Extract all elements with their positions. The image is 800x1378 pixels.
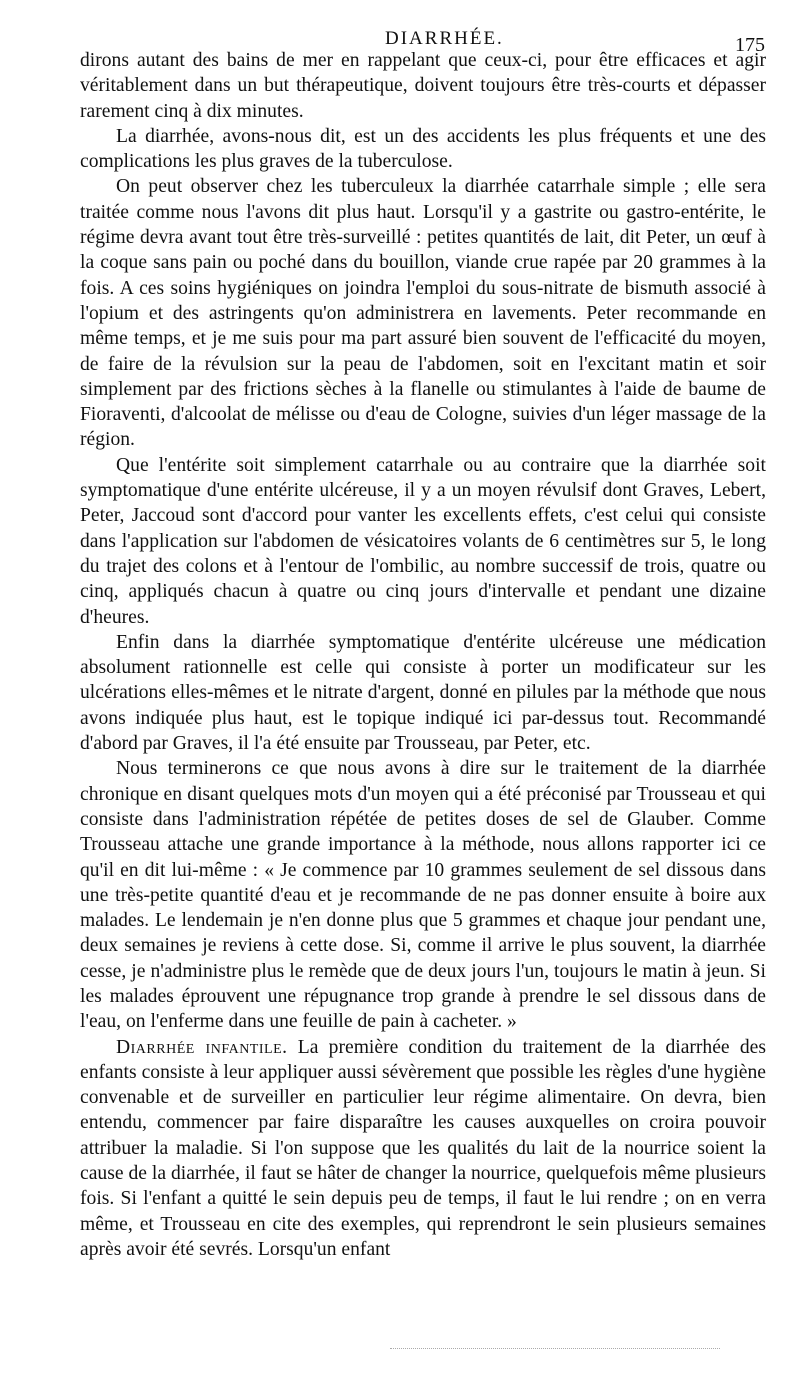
page-number: 175 [735, 34, 765, 56]
section-lead: Diarrhée infantile. [116, 1036, 288, 1058]
paragraph: Que l'entérite soit simplement catarrhale ou au contraire que la diarrhée soit symptomatique d'une entérite ulcéreuse, il y a un moyen révulsif dont Graves, Lebert, Peter, Jaccoud sont d'accord pour vanter les excellents effets, c'est celui qui consiste dans l'application sur l'abdomen de vésicatoires volants de 6 centimètres sur 5, le long du trajet des colons et à l'entour de l'ombilic, au nombre successif de trois, quatre ou cinq, appliqués chacun à quatre ou cinq jours d'intervalle et pendant une dizaine d'heures. [80, 454, 766, 628]
paragraph: La diarrhée, avons-nous dit, est un des accidents les plus fréquents et une des complications les plus graves de la tuberculose. [80, 125, 766, 173]
footer-rule [390, 1348, 720, 1349]
paragraph: Enfin dans la diarrhée symptomatique d'entérite ulcéreuse une médication absolument rationnelle est celle qui consiste à porter un modificateur sur les ulcérations elles-mêmes et le nitrate d'argent, donné en pilules par la méthode que nous avons indiquée plus haut, est le topique indiqué ici par-dessus tout. Recommandé d'abord par Graves, il l'a été ensuite par Trousseau, par Peter, etc. [80, 631, 766, 755]
paragraph: On peut observer chez les tuberculeux la diarrhée catarrhale simple ; elle sera traitée comme nous l'avons dit plus haut. Lorsqu'il y a gastrite ou gastro-entérite, le régime devra avant tout être très-surveillé : petites quantités de lait, dit Peter, un œuf à la coque sans pain ou poché dans du bouillon, viande crue rapée par 20 grammes à la fois. A ces soins hygiéniques on joindra l'emploi du sous-nitrate de bismuth associé à l'opium et des astringents qu'on administrera en lavements. Peter recommande en même temps, et je me suis pour ma part assuré bien souvent de l'efficacité du moyen, de faire de la révulsion sur la peau de l'abdomen, soit en l'excitant matin et soir simplement par des frictions sèches à la flanelle ou stimulantes à l'aide de baume de Fioraventi, d'alcoolat de mélisse ou d'eau de Cologne, suivies d'un léger massage de la région. [80, 176, 766, 451]
running-title: DIARRHÉE. [385, 28, 504, 49]
paragraph: Nous terminerons ce que nous avons à dire sur le traitement de la diarrhée chronique en disant quelques mots d'un moyen qui a été préconisé par Trousseau et qui consiste dans l'administration répétée de petites doses de sel de Glauber. Comme Trousseau attache une grande importance à la méthode, nous allons rapporter ici ce qu'il en dit lui-même : « Je commence par 10 grammes seulement de sel dissous dans une très-petite quantité d'eau et je recommande de ne pas donner ensuite à boire aux malades. Le lendemain je n'en donne plus que 5 grammes et chaque jour pendant une, deux semaines je reviens à cette dose. Si, comme il arrive le plus souvent, la diarrhée cesse, je n'administre plus le remède que de deux jours l'un, toujours le matin à jeun. Si les malades éprouvent une répugnance trop grande à prendre le sel dissous dans de l'eau, on l'enferme dans une feuille de pain à cacheter. » [80, 758, 766, 1033]
body-text [80, 48, 766, 1262]
paragraph-text: La première condition du traitement de la diarrhée des enfants consiste à leur appliquer aussi sévèrement que possible les règles d'une hygiène convenable et de surveiller en particulier leur régime alimentaire. On devra, bien entendu, commencer par faire disparaître les causes auxquelles on croira pouvoir attribuer la maladie. Si l'on suppose que les qualités du lait de la nourrice soient la cause de la diarrhée, il faut se hâter de changer la nourrice, quelquefois même plusieurs fois. Si l'enfant a quitté le sein depuis peu de temps, il faut le lui rendre ; on en verra même, et Trousseau en cite des exemples, qui reprendront le sein plusieurs semaines après avoir été sevrés. Lorsqu'un enfant [80, 1036, 766, 1260]
paragraph-continuation: dirons autant des bains de mer en rappelant que ceux-ci, pour être efficaces et agir véritablement dans un but thérapeutique, doivent toujours être très-courts et dépasser rarement cinq à dix minutes. [80, 50, 766, 122]
paragraph-infantile [80, 1035, 766, 1263]
